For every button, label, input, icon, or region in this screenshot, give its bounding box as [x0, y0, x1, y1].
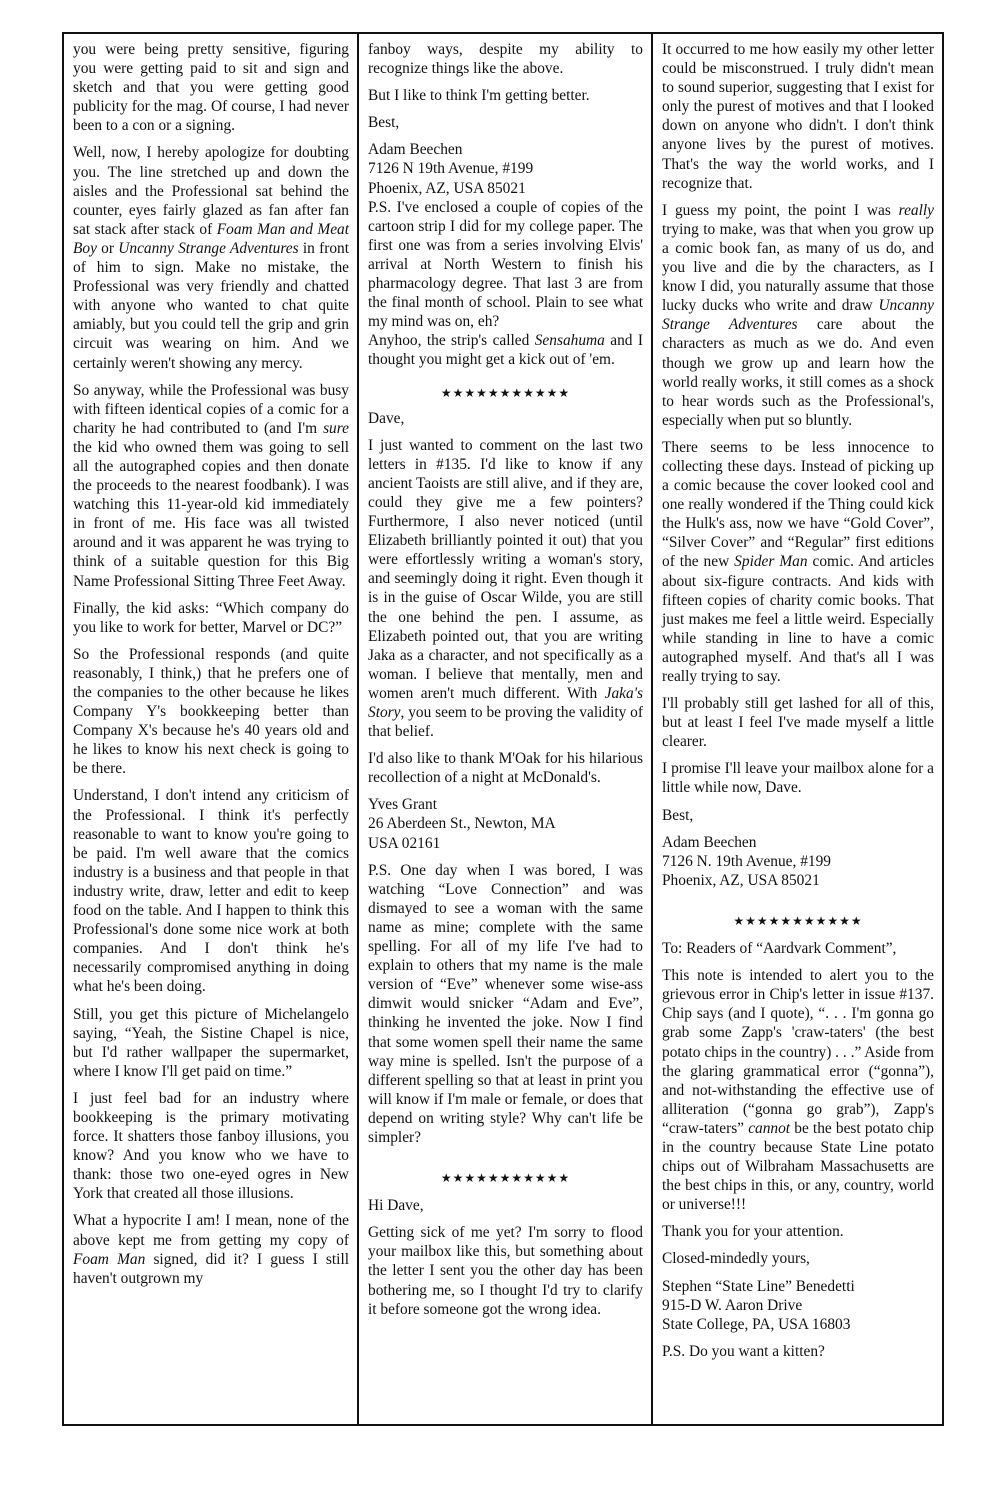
- sender-name: Adam Beechen: [662, 833, 757, 851]
- column-left: [64, 34, 359, 1424]
- italic-title: Spider Man: [734, 553, 808, 571]
- star-separator: ★★★★★★★★★★★: [733, 913, 863, 928]
- paragraph: But I like to think I'm getting better.: [368, 87, 590, 105]
- address-line: Phoenix, AZ, USA 85021: [368, 179, 526, 197]
- italic-title: Foam Man and Meat Boy: [73, 220, 350, 257]
- postscript: P.S. I've enclosed a couple of copies of the cartoon strip I did for my college paper. The first one was from a series involving Elvis' arrival at North Western to finish his pharmacology degree. That last 3 are from the final month of school. Plain to see what my mind was on, eh?: [368, 198, 643, 331]
- postscript: P.S. Do you want a kitten?: [662, 1342, 825, 1360]
- paragraph: Getting sick of me yet? I'm sorry to flood your mailbox like this, but something about the letter I sent you the other day has been bothering me, so I thought I'd try to clarify it before someone got the wrong idea.: [368, 1224, 643, 1318]
- postscript: P.S. One day when I was bored, I was watching “Love Connection” and was dismayed to see a woman with the same name as mine; complete with the same spelling. For all of my life I've had to explain to others that my name is the male version of “Eve” whenever some wise-ass dimwit would snicker “Adam and Eve”, thinking he invented the joke. Now I find that some women spell their name the same way mine is spelled. Isn't the purpose of a different spelling so that at least in print you will know if I'm male or female, or does that depend on writing style? Why can't life be simpler?: [368, 861, 643, 1146]
- italic-title: Jaka's Story: [368, 684, 643, 721]
- address-line: State College, PA, USA 16803: [662, 1315, 851, 1333]
- sender-address: [368, 795, 643, 852]
- salutation: Hi Dave,: [368, 1197, 424, 1215]
- paragraph: I promise I'll leave your mailbox alone for a little while now, Dave.: [662, 760, 934, 797]
- italic-title: Sensahuma: [534, 332, 605, 350]
- salutation: Dave,: [368, 409, 405, 427]
- italic-title: Uncanny Strange Adventures: [118, 239, 299, 257]
- address-line: 7126 N. 19th Avenue, #199: [662, 852, 831, 870]
- column-right: [653, 34, 942, 1424]
- paragraph: fanboy ways, despite my ability to recognize things like the above.: [368, 41, 643, 78]
- star-separator: ★★★★★★★★★★★: [440, 1171, 571, 1186]
- paragraph: you were being pretty sensitive, figuring you were getting paid to sit and sign and sketch and that you were getting good publicity for the mag. Of course, I had never been to a con or a signing.: [73, 41, 349, 135]
- italic-title: sure: [323, 419, 349, 437]
- paragraph: I just wanted to comment on the last two letters in #135. I'd like to know if any ancient Taoists are still alive, and if they are, could they give me a few pointers? Furthermore, I also never noticed (until Elizabeth brilliantly pointed it out) that you were effortlessly writing a woman's story, and seemingly doing it right. Even though it is in the guise of Oscar Wilde, you are still the one behind the pen. I assume, as Elizabeth pointed out, that you are writing Jaka as a character, and not specifically as a woman. I believe that mentally, men and women aren't much different. With Jaka's Story, you seem to be proving the validity of that belief.: [368, 436, 643, 741]
- italic-title: Foam Man: [73, 1250, 146, 1268]
- sender-name: Stephen “State Line” Benedetti: [662, 1277, 855, 1295]
- paragraph: I'd also like to thank M'Oak for his hilarious recollection of a night at McDonald's.: [368, 750, 643, 787]
- signoff: Closed-mindedly yours,: [662, 1250, 810, 1268]
- paragraph: I'll probably still get lashed for all of this, but at least I feel I've made myself a little clearer.: [662, 695, 934, 751]
- italic-title: really: [898, 201, 934, 219]
- address-line: USA 02161: [368, 834, 441, 852]
- paragraph: Thank you for your attention.: [662, 1223, 844, 1241]
- paragraph: There seems to be less innocence to collecting these days. Instead of picking up a comic because the cover looked cool and one really wondered if the Thing could kick the Hulk's ass, now we have “Gold Cover”, “Silver Cover” and “Regular” first editions of the new Spider Man comic. And articles about six-figure contracts. And kids with fifteen copies of charity comic books. That just makes me feel a little weird. Especially while standing in line to have a comic autographed myself. And that's all I was really trying to say.: [662, 438, 934, 685]
- paragraph: I guess my point, the point I was really trying to make, was that when you grow up a comic book fan, as many of us do, and you live and die by the characters, as I know I did, you naturally assume that those lucky ducks who write and draw Uncanny Strange Adventures care about the characters as much as we do. And even though we grow up and learn how the world really works, it still comes as a shock to hear words such as the Professional's, especially when put so bluntly.: [662, 201, 934, 429]
- paragraph: It occurred to me how easily my other letter could be misconstrued. I truly didn't mean to sound superior, suggesting that I exist for only the purest of motives and that I looked down on anyone who didn't. I don't think anyone lives by the purest of motives. That's the way the world works, and I recognize that.: [662, 41, 934, 192]
- letters-page: [62, 32, 944, 1426]
- sender-address: [662, 1277, 934, 1334]
- postscript: Anyhoo, the strip's called Sensahuma and I thought you might get a kick out of 'em.: [368, 332, 644, 369]
- star-separator: ★★★★★★★★★★★: [440, 385, 571, 400]
- italic-title: Uncanny Strange Adventures: [662, 297, 934, 334]
- paragraph: So anyway, while the Professional was busy with fifteen identical copies of a comic for a charity he had contributed to (and I'm sure the kid who owned them was going to sell all the autographed copies and then donate the proceeds to the nearest foodbank). I was watching this 11-year-old kid immediately in front of me. His face was all twisted around and it was apparent he was trying to think of a suitable question for this Big Name Professional Sitting Three Feet Away.: [73, 381, 349, 590]
- paragraph: So the Professional responds (and quite reasonably, I think,) that he prefers one of the companies to the other because he likes Company Y's bookkeeping better than Company X's because he's 40 years old and he likes to know his next check is going to be there.: [73, 645, 349, 778]
- paragraph: I just feel bad for an industry where bookkeeping is the primary motivating force. It shatters those fanboy illusions, you know? And you know who we have to thank: those two one-eyed ogres in New York that created all those illusions.: [73, 1089, 349, 1203]
- paragraph: Still, you get this picture of Michelangelo saying, “Yeah, the Sistine Chapel is nice, but I'd rather wallpaper the supermarket, where I know I'll get paid on time.”: [73, 1005, 349, 1080]
- address-line: 915-D W. Aaron Drive: [662, 1296, 803, 1314]
- paragraph: What a hypocrite I am! I mean, none of the above kept me from getting my copy of Foam Man signed, did it? I guess I still haven't outgrown my: [73, 1212, 349, 1287]
- sender-name: Yves Grant: [368, 796, 437, 814]
- salutation: To: Readers of “Aardvark Comment”,: [662, 940, 897, 958]
- paragraph: This note is intended to alert you to the grievous error in Chip's letter in issue #137. Chip says (and I quote), “. . . I'm gonna go grab some Zapp's 'craw-taters' (the best potato chips in the country) . . .” Aside from the glaring grammatical error (“gonna”), and not-withstanding the effective use of alliteration (“gonna go grab”), Zapp's “craw-taters” cannot be the best potato chip in the country because State Line potato chips out of Wilbraham Massachusetts are the best chips in this, or any, country, world or universe!!!: [662, 967, 934, 1214]
- signoff: Best,: [662, 806, 694, 824]
- signoff: Best,: [368, 114, 400, 132]
- address-line: 7126 N 19th Avenue, #199: [368, 160, 534, 178]
- paragraph: Well, now, I hereby apologize for doubting you. The line stretched up and down the aisles and the Professional sat behind the counter, eyes fairly glazed as fan after fan sat stack after stack of Foam Man and Meat Boy or Uncanny Strange Adventures in front of him to sign. Make no mistake, the Professional was very friendly and chatted with anyone who wanted to chat quite amiably, but you could tell the grip and grin circuit was wearing on him. And we certainly weren't showing any mercy.: [73, 144, 350, 372]
- sender-address: [662, 833, 934, 890]
- sender-address: [368, 140, 643, 197]
- address-line: 26 Aberdeen St., Newton, MA: [368, 815, 556, 833]
- column-middle: [359, 34, 653, 1424]
- italic-title: cannot: [748, 1119, 791, 1137]
- paragraph: Finally, the kid asks: “Which company do you like to work for better, Marvel or DC?”: [73, 599, 349, 636]
- address-line: Phoenix, AZ, USA 85021: [662, 871, 820, 889]
- sender-name: Adam Beechen: [368, 141, 463, 159]
- paragraph: Understand, I don't intend any criticism of the Professional. I think it's perfectly reasonable to want to know you're going to be paid. I'm well aware that the comics industry is a business and that people in that industry write, draw, letter and edit to keep food on the table. And I happen to think this Professional's done some nice work at both companies. And I don't think he's necessarily compromised anything in doing what he's been doing.: [73, 787, 349, 996]
